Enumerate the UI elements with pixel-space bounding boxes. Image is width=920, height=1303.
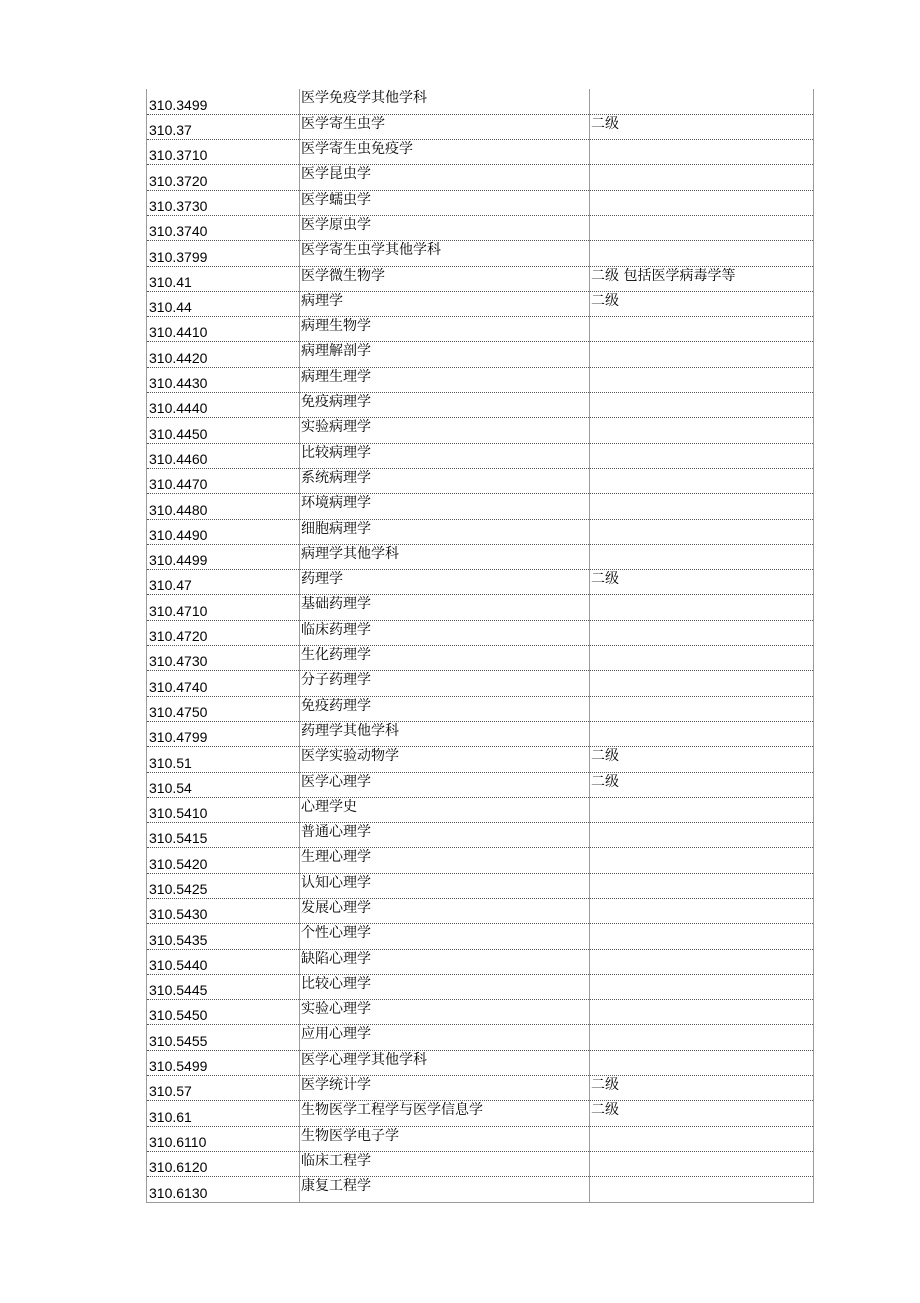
discipline-level-cell <box>590 873 814 898</box>
discipline-name-cell: 缺陷心理学 <box>300 949 590 974</box>
discipline-level-cell <box>590 215 814 240</box>
table-row <box>147 873 814 898</box>
discipline-level-cell <box>590 367 814 392</box>
table-row <box>147 848 814 873</box>
discipline-name-cell: 医学蠕虫学 <box>300 190 590 215</box>
table-row <box>147 671 814 696</box>
discipline-name-cell: 临床药理学 <box>300 620 590 645</box>
discipline-name-cell: 生物医学工程学与医学信息学 <box>300 1101 590 1126</box>
table-row <box>147 620 814 645</box>
discipline-name-cell: 医学微生物学 <box>300 266 590 291</box>
discipline-name-cell: 医学免疫学其他学科 <box>300 89 590 114</box>
discipline-name-cell: 应用心理学 <box>300 1025 590 1050</box>
discipline-name-cell: 个性心理学 <box>300 924 590 949</box>
discipline-code-cell: 310.5450 <box>147 1000 300 1025</box>
discipline-code-cell: 310.44 <box>147 291 300 316</box>
discipline-name-cell: 比较心理学 <box>300 974 590 999</box>
discipline-level-cell: 二级 <box>590 570 814 595</box>
discipline-level-cell <box>590 1151 814 1176</box>
discipline-name-cell: 病理学 <box>300 291 590 316</box>
discipline-level-cell <box>590 544 814 569</box>
discipline-code-cell: 310.4420 <box>147 342 300 367</box>
table-row <box>147 1025 814 1050</box>
table-row <box>147 823 814 848</box>
discipline-name-cell: 药理学其他学科 <box>300 721 590 746</box>
discipline-name-cell: 医学心理学 <box>300 772 590 797</box>
discipline-name-cell: 实验心理学 <box>300 1000 590 1025</box>
discipline-name-cell: 医学实验动物学 <box>300 747 590 772</box>
table-row <box>147 646 814 671</box>
table-row <box>147 899 814 924</box>
discipline-level-cell: 二级 <box>590 747 814 772</box>
discipline-code-cell: 310.4740 <box>147 671 300 696</box>
discipline-code-cell: 310.5410 <box>147 797 300 822</box>
discipline-level-cell <box>590 924 814 949</box>
discipline-code-cell: 310.3499 <box>147 89 300 114</box>
table-row <box>147 89 814 114</box>
table-row <box>147 797 814 822</box>
discipline-name-cell: 医学寄生虫学 <box>300 114 590 139</box>
table-row <box>147 544 814 569</box>
discipline-level-cell <box>590 696 814 721</box>
discipline-level-cell <box>590 1000 814 1025</box>
discipline-level-cell <box>590 595 814 620</box>
discipline-code-cell: 310.4460 <box>147 443 300 468</box>
discipline-name-cell: 基础药理学 <box>300 595 590 620</box>
discipline-name-cell: 免疫病理学 <box>300 393 590 418</box>
discipline-code-cell: 310.4410 <box>147 317 300 342</box>
discipline-level-cell: 二级 包括医学病毒学等 <box>590 266 814 291</box>
discipline-code-cell: 310.4450 <box>147 418 300 443</box>
table-row <box>147 291 814 316</box>
discipline-code-cell: 310.4750 <box>147 696 300 721</box>
discipline-level-cell <box>590 823 814 848</box>
discipline-name-cell: 医学心理学其他学科 <box>300 1050 590 1075</box>
discipline-code-cell: 310.51 <box>147 747 300 772</box>
discipline-level-cell <box>590 949 814 974</box>
discipline-name-cell: 环境病理学 <box>300 494 590 519</box>
discipline-code-cell: 310.4730 <box>147 646 300 671</box>
table-body <box>147 89 814 1202</box>
discipline-level-cell <box>590 646 814 671</box>
discipline-name-cell: 临床工程学 <box>300 1151 590 1176</box>
discipline-code-cell: 310.5455 <box>147 1025 300 1050</box>
discipline-level-cell <box>590 620 814 645</box>
discipline-level-cell <box>590 418 814 443</box>
discipline-level-cell <box>590 317 814 342</box>
discipline-level-cell <box>590 89 814 114</box>
discipline-code-cell: 310.6110 <box>147 1126 300 1151</box>
table-row <box>147 1000 814 1025</box>
discipline-code-cell: 310.54 <box>147 772 300 797</box>
discipline-name-cell: 心理学史 <box>300 797 590 822</box>
discipline-name-cell: 比较病理学 <box>300 443 590 468</box>
table-row <box>147 241 814 266</box>
discipline-level-cell <box>590 519 814 544</box>
discipline-level-cell <box>590 165 814 190</box>
discipline-level-cell <box>590 848 814 873</box>
discipline-level-cell <box>590 797 814 822</box>
table-row <box>147 1076 814 1101</box>
discipline-code-cell: 310.5445 <box>147 974 300 999</box>
discipline-name-cell: 医学原虫学 <box>300 215 590 240</box>
discipline-code-cell: 310.5415 <box>147 823 300 848</box>
discipline-code-cell: 310.4490 <box>147 519 300 544</box>
discipline-code-cell: 310.4440 <box>147 393 300 418</box>
discipline-level-cell <box>590 393 814 418</box>
table-row <box>147 721 814 746</box>
discipline-level-cell <box>590 974 814 999</box>
discipline-code-cell: 310.4430 <box>147 367 300 392</box>
table-row <box>147 772 814 797</box>
discipline-name-cell: 病理生物学 <box>300 317 590 342</box>
table-row <box>147 949 814 974</box>
table-row <box>147 114 814 139</box>
table-row <box>147 974 814 999</box>
discipline-code-cell: 310.4499 <box>147 544 300 569</box>
discipline-level-cell <box>590 342 814 367</box>
discipline-code-cell: 310.3720 <box>147 165 300 190</box>
discipline-code-cell: 310.3740 <box>147 215 300 240</box>
discipline-code-table <box>146 89 814 1203</box>
discipline-level-cell: 二级 <box>590 114 814 139</box>
discipline-name-cell: 医学寄生虫学其他学科 <box>300 241 590 266</box>
discipline-code-cell: 310.6120 <box>147 1151 300 1176</box>
discipline-level-cell <box>590 1177 814 1202</box>
table-row <box>147 747 814 772</box>
table-row <box>147 696 814 721</box>
discipline-code-cell: 310.4480 <box>147 494 300 519</box>
table-row <box>147 519 814 544</box>
discipline-name-cell: 药理学 <box>300 570 590 595</box>
discipline-level-cell <box>590 1126 814 1151</box>
table-row <box>147 924 814 949</box>
discipline-level-cell <box>590 671 814 696</box>
discipline-level-cell: 二级 <box>590 1101 814 1126</box>
discipline-code-cell: 310.5430 <box>147 899 300 924</box>
discipline-code-cell: 310.57 <box>147 1076 300 1101</box>
discipline-name-cell: 细胞病理学 <box>300 519 590 544</box>
discipline-name-cell: 病理生理学 <box>300 367 590 392</box>
discipline-code-cell: 310.5499 <box>147 1050 300 1075</box>
discipline-level-cell <box>590 1050 814 1075</box>
table-row <box>147 190 814 215</box>
discipline-name-cell: 生理心理学 <box>300 848 590 873</box>
discipline-level-cell: 二级 <box>590 1076 814 1101</box>
discipline-code-cell: 310.37 <box>147 114 300 139</box>
discipline-level-cell: 二级 <box>590 772 814 797</box>
discipline-code-cell: 310.4470 <box>147 468 300 493</box>
table-row <box>147 266 814 291</box>
discipline-code-cell: 310.4720 <box>147 620 300 645</box>
discipline-name-cell: 发展心理学 <box>300 899 590 924</box>
table-row <box>147 140 814 165</box>
discipline-name-cell: 医学昆虫学 <box>300 165 590 190</box>
discipline-name-cell: 实验病理学 <box>300 418 590 443</box>
table-row <box>147 215 814 240</box>
table-row <box>147 443 814 468</box>
discipline-code-cell: 310.4710 <box>147 595 300 620</box>
table-row <box>147 1101 814 1126</box>
table-row <box>147 367 814 392</box>
table-row <box>147 165 814 190</box>
table-row <box>147 1151 814 1176</box>
discipline-level-cell <box>590 1025 814 1050</box>
table-row <box>147 418 814 443</box>
table-row <box>147 570 814 595</box>
discipline-name-cell: 康复工程学 <box>300 1177 590 1202</box>
table-row <box>147 595 814 620</box>
discipline-code-cell: 310.3730 <box>147 190 300 215</box>
discipline-code-cell: 310.5425 <box>147 873 300 898</box>
table-row <box>147 342 814 367</box>
discipline-name-cell: 医学统计学 <box>300 1076 590 1101</box>
table-row <box>147 1050 814 1075</box>
table-row <box>147 468 814 493</box>
discipline-level-cell <box>590 468 814 493</box>
discipline-code-cell: 310.6130 <box>147 1177 300 1202</box>
discipline-name-cell: 免疫药理学 <box>300 696 590 721</box>
table-row <box>147 393 814 418</box>
discipline-code-cell: 310.41 <box>147 266 300 291</box>
discipline-code-cell: 310.5440 <box>147 949 300 974</box>
table-row <box>147 317 814 342</box>
discipline-name-cell: 生化药理学 <box>300 646 590 671</box>
discipline-name-cell: 认知心理学 <box>300 873 590 898</box>
discipline-code-cell: 310.3710 <box>147 140 300 165</box>
discipline-name-cell: 生物医学电子学 <box>300 1126 590 1151</box>
discipline-name-cell: 医学寄生虫免疫学 <box>300 140 590 165</box>
discipline-level-cell: 二级 <box>590 291 814 316</box>
discipline-code-cell: 310.5435 <box>147 924 300 949</box>
discipline-level-cell <box>590 241 814 266</box>
discipline-name-cell: 普通心理学 <box>300 823 590 848</box>
discipline-code-cell: 310.4799 <box>147 721 300 746</box>
discipline-code-cell: 310.3799 <box>147 241 300 266</box>
discipline-level-cell <box>590 443 814 468</box>
table-row <box>147 1126 814 1151</box>
discipline-name-cell: 病理学其他学科 <box>300 544 590 569</box>
discipline-level-cell <box>590 899 814 924</box>
discipline-code-cell: 310.5420 <box>147 848 300 873</box>
discipline-code-cell: 310.61 <box>147 1101 300 1126</box>
discipline-level-cell <box>590 140 814 165</box>
discipline-level-cell <box>590 190 814 215</box>
table-row <box>147 1177 814 1202</box>
table-row <box>147 494 814 519</box>
discipline-name-cell: 病理解剖学 <box>300 342 590 367</box>
discipline-code-cell: 310.47 <box>147 570 300 595</box>
discipline-name-cell: 分子药理学 <box>300 671 590 696</box>
discipline-level-cell <box>590 494 814 519</box>
discipline-name-cell: 系统病理学 <box>300 468 590 493</box>
discipline-level-cell <box>590 721 814 746</box>
